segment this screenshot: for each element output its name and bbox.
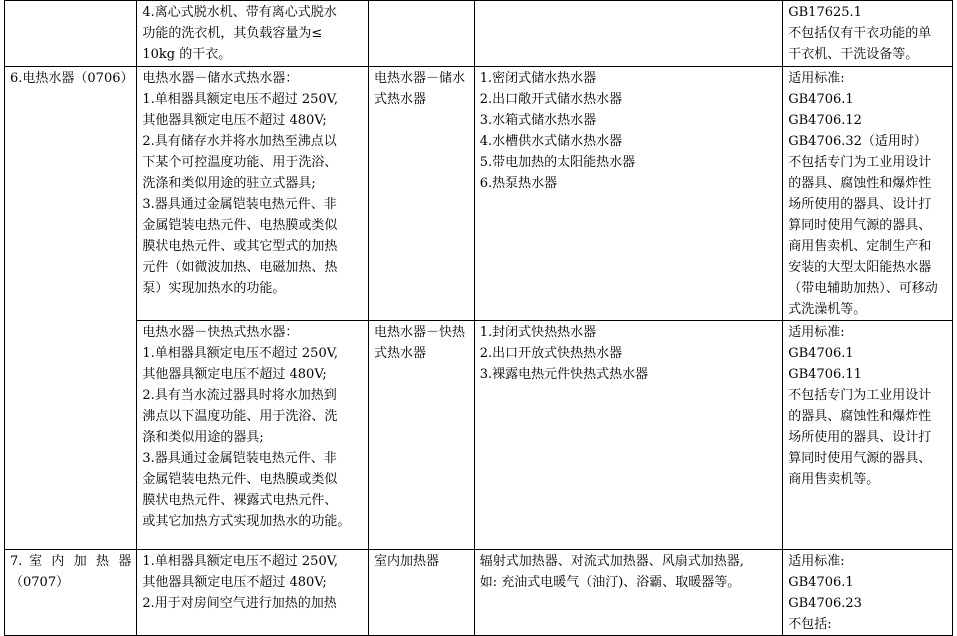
description-line: 泵）实现加热水的功能。 [142, 281, 286, 296]
description-line: 2.具有当水流过器具时将水加热到 [142, 388, 337, 403]
notes-line: 式洗澡机等。 [788, 302, 867, 317]
subtype-item: 1.封闭式快热热水器 [479, 325, 597, 340]
subtype-item: 5.带电加热的太阳能热水器 [479, 155, 636, 170]
category-code: （0707） [10, 575, 70, 590]
description-line: 膜状电热元件、或其它型式的加热 [142, 239, 338, 254]
description-line: 1.单相器具额定电压不超过 250V, [142, 346, 338, 361]
description-line: 沸点以下温度功能、用于洗浴、洗 [142, 409, 338, 424]
table-row [5, 1, 953, 67]
notes-cell [783, 550, 953, 636]
description-cell [137, 550, 369, 636]
description-line: 其他器具额定电压不超过 480V; [142, 367, 327, 382]
subtypes-cell [474, 321, 783, 550]
notes-line: 商用售卖机、定制生产和 [788, 239, 932, 254]
description-line: 金属铠装电热元件、电热膜或类似 [142, 218, 338, 233]
notes-line: 不包括仅有干衣功能的单 [788, 26, 932, 41]
notes-line: GB4706.23 [788, 596, 862, 611]
notes-line: GB4706.1 [788, 575, 854, 590]
description-line: 涤和类似用途的器具; [142, 430, 264, 445]
notes-line: 算同时使用气源的器具、 [788, 218, 932, 233]
description-line: 膜状电热元件、裸露式电热元件、 [142, 493, 338, 508]
notes-line: 算同时使用气源的器具、 [788, 451, 932, 466]
subtypes-cell [474, 550, 783, 636]
notes-line: 商用售卖机等。 [788, 472, 880, 487]
notes-line: 的器具、腐蚀性和爆炸性 [788, 176, 932, 191]
description-cell [137, 321, 369, 550]
category-label: 6.电热水器（0706） [10, 71, 134, 86]
product-name-cell [369, 550, 475, 636]
description-line: 2.用于对房间空气进行加热的加热 [142, 596, 337, 611]
description-line: 3.器具通过金属铠装电热元件、非 [142, 197, 337, 212]
notes-line: GB17625.1 [788, 5, 862, 20]
description-line: 下某个可控温度功能、用于洗浴、 [142, 155, 338, 170]
product-name-cell [369, 1, 475, 67]
notes-line: GB4706.1 [788, 92, 854, 107]
notes-cell [783, 67, 953, 321]
notes-line: GB4706.12 [788, 113, 862, 128]
subtype-item: 如: 充油式电暖气（油汀)、浴霸、取暖器等。 [479, 575, 741, 590]
notes-line: 的器具、腐蚀性和爆炸性 [788, 409, 932, 424]
description-line: 10kg 的干衣。 [142, 47, 232, 62]
notes-cell [783, 321, 953, 550]
description-line: 其他器具额定电压不超过 480V; [142, 113, 327, 128]
subtype-item: 辐射式加热器、对流式加热器、风扇式加热器, [479, 554, 744, 569]
table-row [5, 550, 953, 636]
product-name-line: 式热水器 [374, 92, 427, 107]
notes-line: 不包括专门为工业用设计 [788, 388, 932, 403]
description-line: 2.具有储存水并将水加热至沸点以 [142, 134, 337, 149]
description-line: 4.离心式脱水机、带有离心式脱水 [142, 5, 337, 20]
notes-line: 干衣机、干洗设备等。 [788, 47, 919, 62]
table-row [5, 321, 953, 550]
notes-line: 适用标准: [788, 325, 845, 340]
description-line: 洗涤和类似用途的驻立式器具; [142, 176, 316, 191]
notes-line: 适用标准: [788, 71, 845, 86]
product-name-line: 电热水器－储水 [374, 71, 466, 86]
subtype-item: 1.密闭式储水热水器 [479, 71, 597, 86]
product-name-cell [369, 321, 475, 550]
category-cell [5, 67, 137, 550]
description-line: 金属铠装电热元件、电热膜或类似 [142, 472, 338, 487]
notes-line: （带电辅助加热）、可移动 [788, 281, 938, 296]
description-line: 其他器具额定电压不超过 480V; [142, 575, 327, 590]
subtypes-cell [474, 67, 783, 321]
notes-line: GB4706.32（适用时） [788, 134, 927, 149]
notes-line: 场所使用的器具、设计打 [788, 430, 932, 445]
subtype-item: 2.出口敞开式储水热水器 [479, 92, 623, 107]
description-line: 功能的洗衣机，其负载容量为≤ [142, 26, 323, 41]
notes-line: 适用标准: [788, 554, 845, 569]
subtype-item: 3.水箱式储水热水器 [479, 113, 597, 128]
product-catalog-table [4, 0, 953, 636]
notes-line: 不包括: [788, 617, 832, 632]
notes-cell [783, 1, 953, 67]
description-line: 1.单相器具额定电压不超过 250V, [142, 554, 338, 569]
description-line: 1.单相器具额定电压不超过 250V, [142, 92, 338, 107]
description-line: 电热水器－快热式热水器： [142, 325, 299, 340]
category-cell [5, 550, 137, 636]
product-name-line: 电热水器－快热 [374, 325, 466, 340]
description-line: 3.器具通过金属铠装电热元件、非 [142, 451, 337, 466]
subtype-item: 4.水槽供水式储水热水器 [479, 134, 623, 149]
notes-line: GB4706.1 [788, 346, 854, 361]
product-name-cell [369, 67, 475, 321]
notes-line: 场所使用的器具、设计打 [788, 197, 932, 212]
category-cell [5, 1, 137, 67]
notes-line: 安装的大型太阳能热水器 [788, 260, 932, 275]
notes-line: 不包括专门为工业用设计 [788, 155, 932, 170]
description-line: 电热水器－储水式热水器： [142, 71, 299, 86]
description-cell [137, 67, 369, 321]
subtype-item: 6.热泵热水器 [479, 176, 558, 191]
table-row [5, 67, 953, 321]
notes-line: GB4706.11 [788, 367, 862, 382]
product-name-line: 室内加热器 [374, 554, 440, 569]
category-label: 7. 室 内 加 热 器 [10, 554, 132, 569]
description-line: 或其它加热方式实现加热水的功能。 [142, 514, 351, 529]
subtypes-cell [474, 1, 783, 67]
description-cell [137, 1, 369, 67]
description-line: 元件（如微波加热、电磁加热、热 [142, 260, 338, 275]
subtype-item: 2.出口开放式快热热水器 [479, 346, 623, 361]
subtype-item: 3.裸露电热元件快热式热水器 [479, 367, 649, 382]
product-name-line: 式热水器 [374, 346, 427, 361]
